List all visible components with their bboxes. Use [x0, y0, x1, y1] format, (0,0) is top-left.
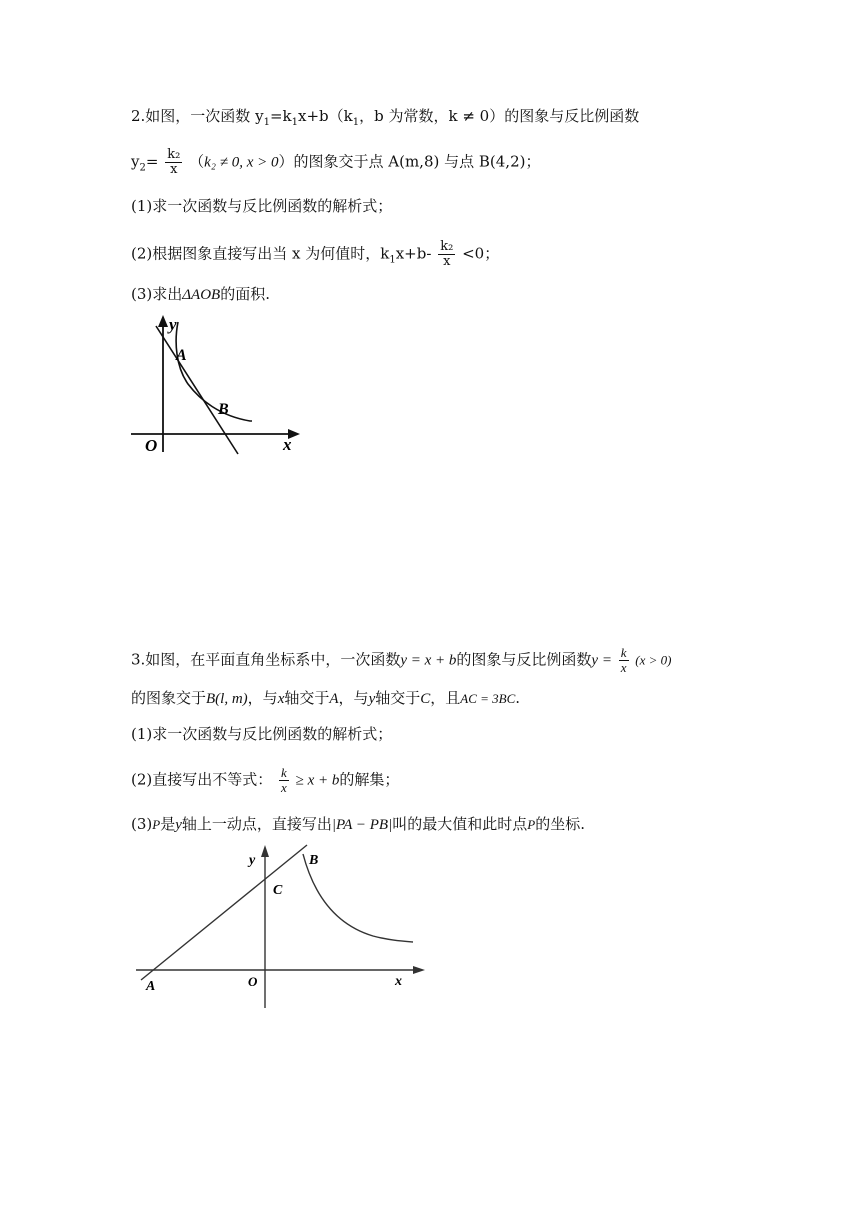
q3-item-3: (3)P是y轴上一动点，直接写出|PA − PB|叫的最大值和此时点P的坐标. [131, 815, 585, 833]
q2-item-1: (1)求一次函数与反比例函数的解析式； [131, 197, 393, 215]
q3-stem-line1: 3.如图，在平面直角坐标系中，一次函数y = x + b的图象与反比例函数y = $\frac{k}{x}$ (x > 0) [131, 645, 672, 675]
q3-x-arrow-icon [413, 966, 425, 974]
q3-y-arrow-icon [261, 845, 269, 857]
q3-label-a: A [146, 979, 156, 994]
q2-label-x: x [283, 435, 292, 454]
fraction-k2-over-x: $\frac{\text{k₂}}{x}$ [167, 147, 181, 177]
q2-label-y: y [169, 315, 177, 334]
q2-hyperbola-graph [176, 322, 252, 421]
fraction-k-over-x-2: $\frac{k}{x}$ [281, 765, 287, 795]
q3-graph [133, 842, 433, 1012]
q2-item-2: (2)根据图象直接写出当 x 为何值时，$k_1x+b-$ $\frac{\text{k₂}}{x}$ <0； [131, 239, 500, 269]
q3-hyperbola-graph [303, 854, 413, 942]
q2-stem-line2: $y_2=$ $\frac{\text{k₂}}{x}$ （k₂ ≠ 0, x > 0）的图象交于点 A(m,8) 与点 B(4,2)； [131, 147, 541, 177]
q2-y-arrow-icon [158, 315, 168, 327]
q3-linear-graph [141, 845, 307, 980]
q2-label-a: A [176, 347, 187, 364]
q3-stem-line2: 的图象交于B(l, m)，与x轴交于A，与y轴交于C，且AC = 3BC. [131, 689, 521, 707]
fraction-k-over-x: $\frac{k}{x}$ [620, 645, 627, 675]
fraction-k2-over-x-2: $\frac{\text{k₂}}{x}$ [440, 239, 454, 269]
q3-label-x: x [395, 974, 402, 989]
q2-graph [128, 312, 303, 457]
q3-item-2: (2)直接写出不等式： $\frac{k}{x}$ ≥ x + b的解集； [131, 765, 400, 795]
q3-label-b: B [309, 853, 319, 868]
q3-label-y: y [249, 853, 256, 868]
q2-item-3: (3)求出ΔAOB的面积. [131, 285, 270, 303]
q2-stem-line1: 2.如图，一次函数 $y_1=k_1x+b(k_1$，b 为常数，k ≠ 0）的图象与反比例函数 [131, 107, 640, 128]
q3-item-1: (1)求一次函数与反比例函数的解析式； [131, 725, 393, 743]
q3-label-o: O [248, 974, 258, 989]
q2-label-o: O [145, 436, 158, 455]
q2-label-b: B [218, 401, 229, 418]
q3-label-c: C [273, 883, 283, 898]
